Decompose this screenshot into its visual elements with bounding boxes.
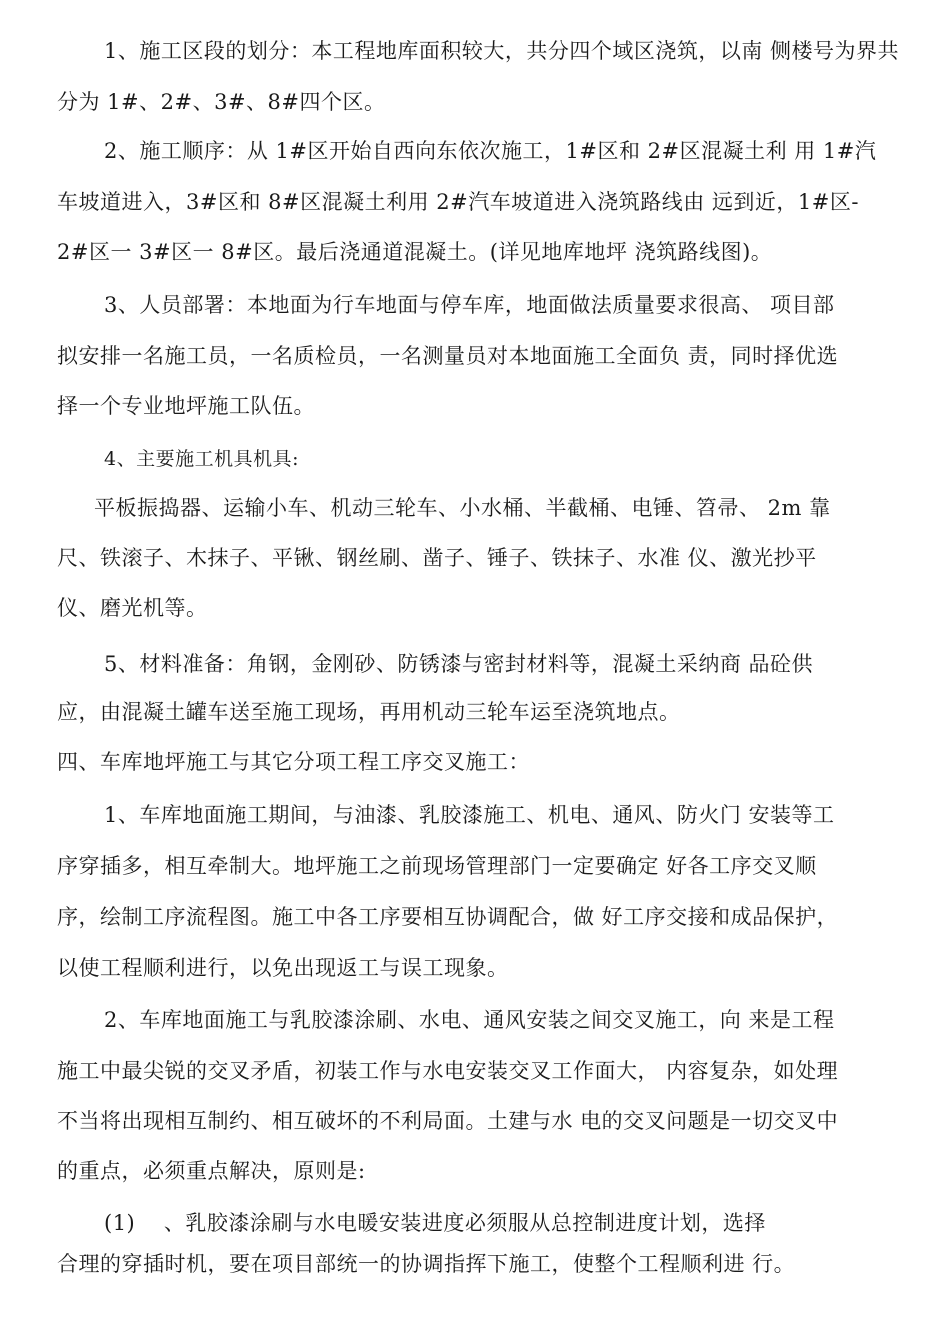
paragraph-line: 2、车库地面施工与乳胶漆涂刷、水电、通风安装之间交叉施工，向 来是工程 (104, 1008, 835, 1032)
paragraph-line: 序，绘制工序流程图。施工中各工序要相互协调配合，做 好工序交接和成品保护， (57, 905, 839, 929)
paragraph-line: 合理的穿插时机，要在项目部统一的协调指挥下施工，使整个工程顺利进 行。 (57, 1252, 796, 1276)
paragraph-line: 不当将出现相互制约、相互破坏的不利局面。土建与水 电的交叉问题是一切交叉中 (57, 1109, 839, 1133)
paragraph-line: 序穿插多，相互牵制大。地坪施工之前现场管理部门一定要确定 好各工序交叉顺 (57, 854, 817, 878)
paragraph-line: 拟安排一名施工员，一名质检员，一名测量员对本地面施工全面负 责，同时择优选 (57, 344, 839, 368)
paragraph-line: 仪、磨光机等。 (57, 596, 208, 620)
paragraph-line: 5、材料准备：角钢，金刚砂、防锈漆与密封材料等，混凝土采纳商 品砼供 (104, 652, 814, 676)
paragraph-line: 施工中最尖锐的交叉矛盾，初装工作与水电安装交叉工作面大， 内容复杂，如处理 (57, 1059, 839, 1083)
paragraph-line: 3、人员部署：本地面为行车地面与停车库，地面做法质量要求很高、 项目部 (104, 293, 835, 317)
paragraph-line: 1、施工区段的划分：本工程地库面积较大，共分四个域区浇筑，以南 侧楼号为界共 (104, 39, 900, 63)
paragraph-line: 择一个专业地坪施工队伍。 (57, 394, 315, 418)
paragraph-line: 以使工程顺利进行，以免出现返工与误工现象。 (57, 956, 509, 980)
paragraph-line: 平板振捣器、运输小车、机动三轮车、小水桶、半截桶、电锤、笤帚、 2m 靠 (94, 496, 831, 520)
paragraph-line: 2#区一 3#区一 8#区。最后浇通道混凝土。(详见地库地坪 浇筑路线图)。 (57, 240, 773, 264)
paragraph-line: 的重点，必须重点解决，原则是: (57, 1159, 366, 1183)
paragraph-line: 尺、铁滚子、木抹子、平锹、钢丝刷、凿子、锤子、铁抹子、水准 仪、激光抄平 (57, 546, 817, 570)
section-heading: 四、车库地坪施工与其它分项工程工序交叉施工： (57, 750, 530, 774)
paragraph-line: 应，由混凝土罐车送至施工现场，再用机动三轮车运至浇筑地点。 (57, 700, 681, 724)
paragraph-line: (1) 、乳胶漆涂刷与水电暖安装进度必须服从总控制进度计划，选择 (104, 1211, 766, 1235)
subheading: 4、主要施工机具机具: (104, 448, 299, 470)
paragraph-line: 分为 1#、2#、3#、8#四个区。 (57, 90, 386, 114)
paragraph-line: 2、施工顺序：从 1#区开始自西向东依次施工，1#区和 2#区混凝土利 用 1#汽 (104, 139, 877, 163)
paragraph-line: 1、车库地面施工期间，与油漆、乳胶漆施工、机电、通风、防火门 安装等工 (104, 803, 835, 827)
paragraph-line: 车坡道进入，3#区和 8#区混凝土利用 2#汽车坡道进入浇筑路线由 远到近，1#区- (57, 190, 859, 214)
